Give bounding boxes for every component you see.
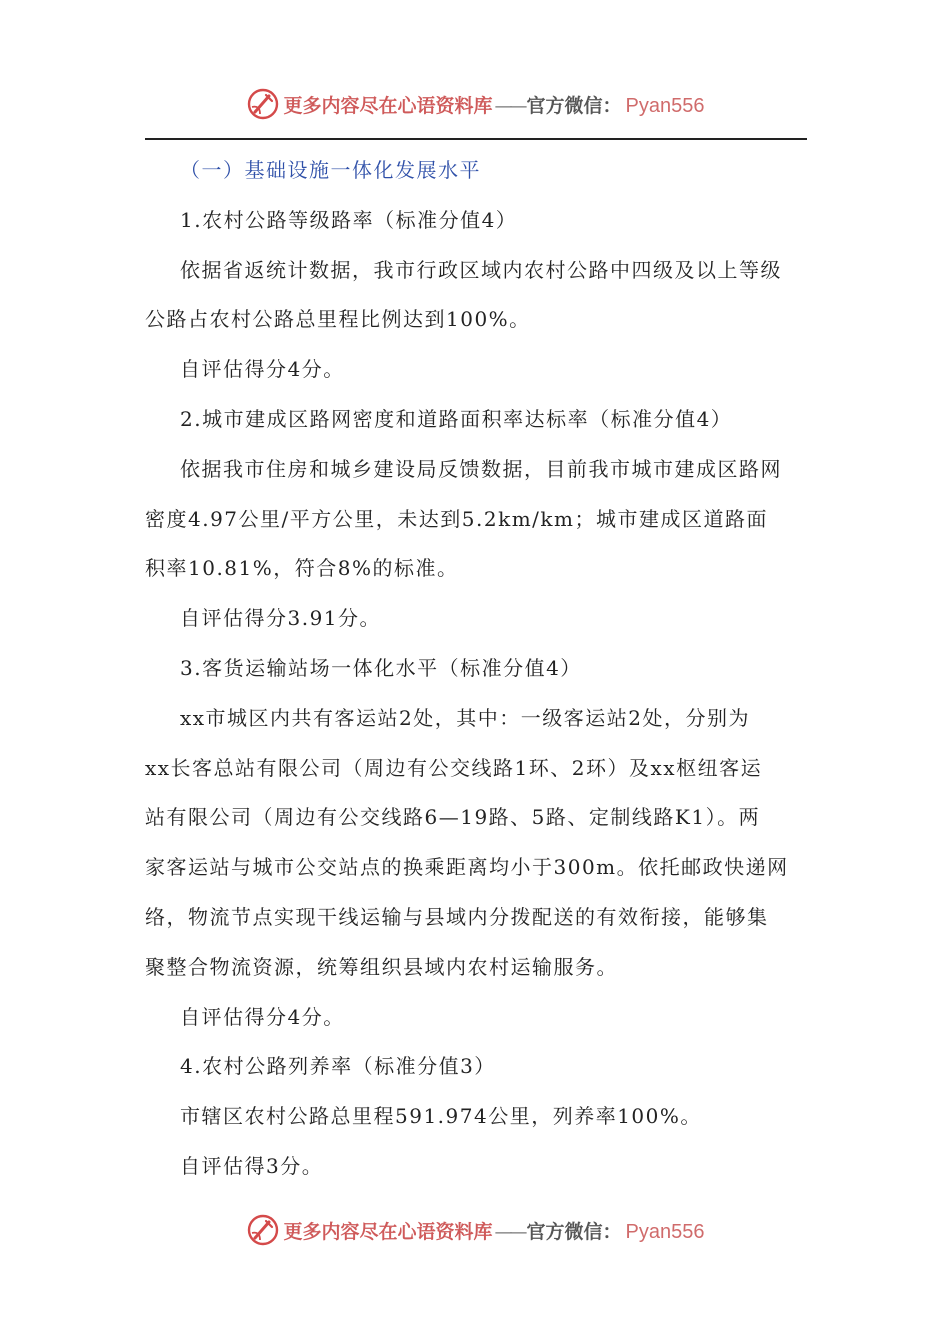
pen-scroll-logo-icon — [246, 87, 280, 121]
paragraph-line: 积率10.81%，符合8%的标准。 — [145, 556, 459, 581]
paragraph-line: 依据我市住房和城乡建设局反馈数据，目前我市城市建成区路网 — [180, 456, 782, 481]
document-body — [145, 146, 807, 1192]
footer-separator: —— — [494, 1221, 525, 1243]
footer-banner — [0, 1208, 950, 1252]
paragraph-line: 络，物流节点实现干线运输与县域内分拨配送的有效衔接，能够集 — [145, 904, 769, 929]
header-divider — [145, 138, 807, 140]
score-line: 自评估得分4分。 — [180, 357, 345, 382]
header-brand-text: 更多内容尽在心语资料库 — [283, 94, 493, 117]
paragraph-line: 公路占农村公路总里程比例达到100%。 — [145, 307, 531, 332]
footer-wechat-id: Pyan556 — [625, 1220, 705, 1243]
header-banner — [0, 82, 950, 126]
paragraph-line: 依据省返统计数据，我市行政区域内农村公路中四级及以上等级 — [180, 257, 782, 282]
paragraph-line: 市辖区农村公路总里程591.974公里，列养率100%。 — [180, 1104, 702, 1129]
footer-official-label: 官方微信： — [526, 1220, 622, 1243]
paragraph-line: 密度4.97公里/平方公里，未达到5.2km/km；城市建成区道路面 — [145, 506, 768, 531]
paragraph-line: xx市城区内共有客运站2处，其中：一级客运站2处，分别为 — [180, 705, 751, 730]
score-line: 自评估得分4分。 — [180, 1004, 345, 1029]
paragraph-line: xx长客总站有限公司（周边有公交线路1环、2环）及xx枢纽客运 — [145, 755, 763, 780]
footer-brand-text: 更多内容尽在心语资料库 — [283, 1220, 493, 1243]
item-title: 2.城市建成区路网密度和道路面积率达标率（标准分值4） — [180, 406, 733, 431]
header-official-label: 官方微信： — [526, 94, 622, 117]
score-line: 自评估得分3.91分。 — [180, 606, 382, 631]
section-heading: （一）基础设施一体化发展水平 — [180, 158, 481, 182]
pen-scroll-logo-icon — [246, 1213, 280, 1247]
paragraph-line: 站有限公司（周边有公交线路6—19路、5路、定制线路K1）。两 — [145, 805, 761, 830]
header-wechat-id: Pyan556 — [625, 94, 705, 117]
item-title: 3.客货运输站场一体化水平（标准分值4） — [180, 655, 582, 680]
item-title: 4.农村公路列养率（标准分值3） — [180, 1054, 496, 1079]
paragraph-line: 聚整合物流资源，统筹组织县域内农村运输服务。 — [145, 954, 618, 979]
item-title: 1.农村公路等级路率（标准分值4） — [180, 207, 518, 232]
header-separator: —— — [494, 95, 525, 117]
paragraph-line: 家客运站与城市公交站点的换乘距离均小于300m。依托邮政快递网 — [145, 855, 789, 880]
score-line: 自评估得3分。 — [180, 1153, 324, 1178]
